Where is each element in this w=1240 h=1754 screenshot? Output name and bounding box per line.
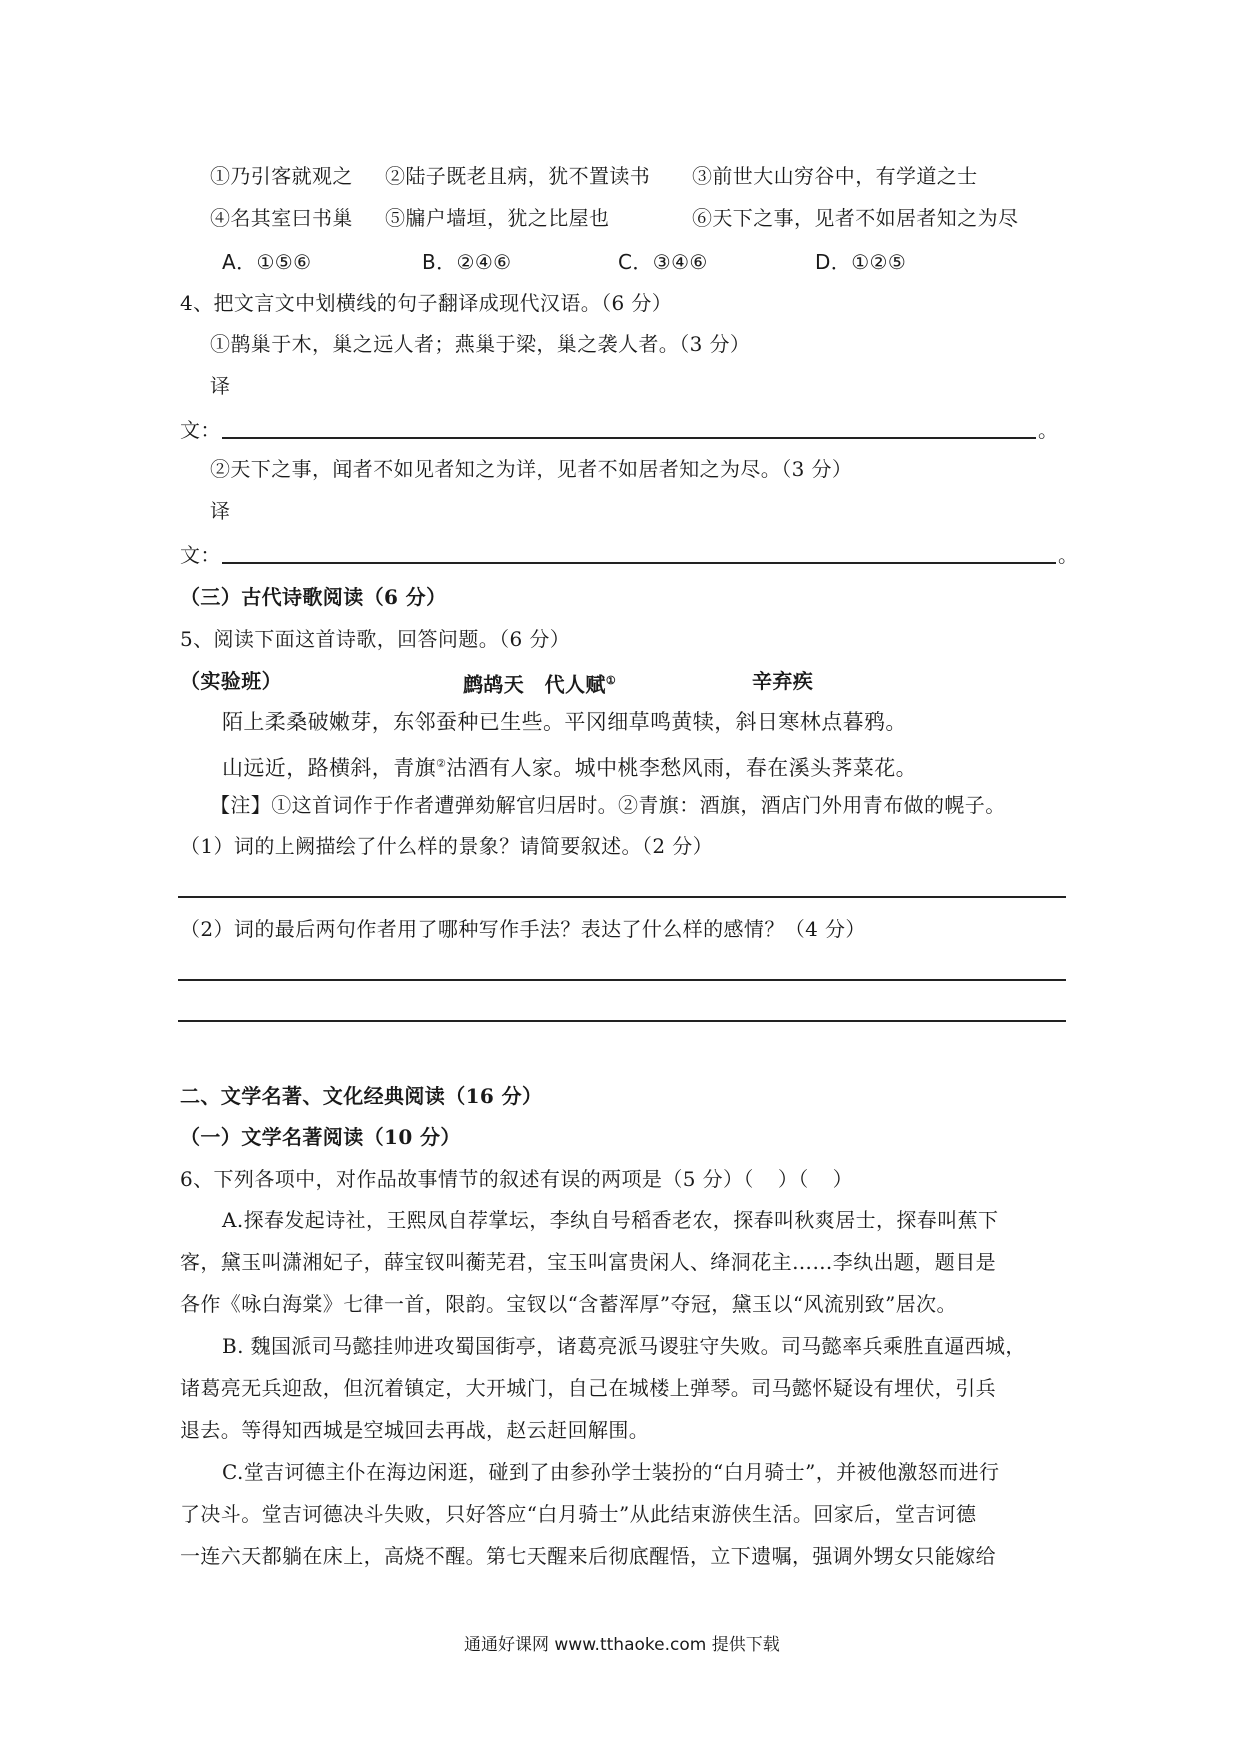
part-2-heading: 二、文学名著、文化经典阅读（16 分） [180, 1084, 543, 1108]
q3-option-d: D．①②⑤ [815, 250, 907, 274]
q4-answer-line-1 [222, 437, 1036, 439]
q3-item-4: ④名其室曰书巢 [210, 206, 353, 230]
q4-answer-line-2 [222, 562, 1056, 564]
q4-wen-1: 文： [180, 418, 221, 442]
q3-item-3: ③前世大山穷谷中，有学道之士 [692, 164, 978, 188]
class-label: （实验班） [180, 669, 282, 693]
q6-option-c-line-3: 一连六天都躺在床上，高烧不醒。第七天醒来后彻底醒悟，立下遗嘱，强调外甥女只能嫁给 [180, 1544, 996, 1568]
poem-title [463, 668, 616, 698]
q4-sentence-1: ①鹊巢于木，巢之远人者；燕巢于梁，巢之袭人者。（3 分） [210, 332, 751, 356]
poem-line-2-note-mark: ② [436, 757, 447, 770]
q6-option-a-line-2: 客，黛玉叫潇湘妃子，薛宝钗叫蘅芜君，宝玉叫富贵闲人、绛洞花主……李纨出题，题目是 [180, 1250, 996, 1274]
poem-title-text: 鹧鸪天 代人赋 [463, 672, 606, 697]
q4-yi-2: 译 [210, 499, 231, 523]
q6-option-b-line-1: B. 魏国派司马懿挂帅进攻蜀国街亭，诸葛亮派马谡驻守失败。司马懿率兵乘胜直逼西城， [222, 1334, 1026, 1358]
q3-item-6: ⑥天下之事，见者不如居者知之为尽 [692, 206, 1019, 230]
q3-item-5: ⑤牖户墙垣，犹之比屋也 [385, 206, 610, 230]
poem-line-2-b: 沽酒有人家。城中桃李愁风雨，春在溪头荠菜花。 [446, 756, 918, 780]
q5-stem: 5、阅读下面这首诗歌，回答问题。（6 分） [180, 627, 571, 651]
q6-stem [180, 1166, 853, 1192]
q6-stem-a: 6、下列各项中，对作品故事情节的叙述有误的两项是（5 分）（ [180, 1167, 754, 1191]
page-footer: 通通好课网 www.tthaoke.com 提供下载 [464, 1635, 780, 1655]
poem-note: 【注】①这首词作于作者遭弹劾解官归居时。②青旗：酒旗，酒店门外用青布做的幌子。 [210, 793, 1006, 817]
q5-sub-1: （1）词的上阙描绘了什么样的景象？请简要叙述。（2 分） [180, 834, 714, 858]
q6-stem-b: ）（ [777, 1167, 809, 1191]
q6-option-c-line-1: C.堂吉诃德主仆在海边闲逛，碰到了由参孙学士装扮的“白月骑士”，并被他激怒而进行 [222, 1460, 1000, 1484]
section-3-heading: （三）古代诗歌阅读（6 分） [180, 585, 447, 609]
q3-item-1: ①乃引客就观之 [210, 164, 353, 188]
q4-end-2: 。 [1058, 543, 1079, 567]
q6-option-a-line-1: A.探春发起诗社，王熙凤自荐掌坛，李纨自号稻香老农，探春叫秋爽居士，探春叫蕉下 [222, 1208, 999, 1232]
q6-option-c-line-2: 了决斗。堂吉诃德决斗失败，只好答应“白月骑士”从此结束游侠生活。回家后，堂吉诃德 [180, 1502, 977, 1526]
q3-option-c: C．③④⑥ [618, 250, 708, 274]
q4-stem: 4、把文言文中划横线的句子翻译成现代汉语。（6 分） [180, 291, 673, 315]
q4-end-1: 。 [1038, 418, 1059, 442]
q4-sentence-2: ②天下之事，闻者不如见者知之为详，见者不如居者知之为尽。（3 分） [210, 457, 853, 481]
q4-yi-1: 译 [210, 374, 231, 398]
q3-option-b: B．②④⑥ [422, 250, 512, 274]
q5-sub-2: （2）词的最后两句作者用了哪种写作手法？表达了什么样的感情？（4 分） [180, 917, 866, 941]
q6-option-a-line-3: 各作《咏白海棠》七律一首，限韵。宝钗以“含蓄浑厚”夺冠，黛玉以“风流别致”居次。 [180, 1292, 957, 1316]
q3-option-a: A．①⑤⑥ [222, 250, 312, 274]
poem-line-2-a: 山远近，路横斜，青旗 [222, 756, 436, 780]
poem-line-2 [222, 751, 917, 781]
q4-wen-2: 文： [180, 543, 221, 567]
q5-sub-2-answer-line-2 [178, 1020, 1066, 1022]
q3-item-2: ②陆子既老且病，犹不置读书 [385, 164, 651, 188]
q6-stem-c: ） [832, 1167, 854, 1191]
poem-title-note-mark: ① [605, 674, 617, 687]
q5-sub-1-answer-line [178, 896, 1066, 898]
poem-line-1: 陌上柔桑破嫩芽，东邻蚕种已生些。平冈细草鸣黄犊，斜日寒林点暮鸦。 [222, 710, 907, 734]
poem-author: 辛弃疾 [752, 669, 814, 693]
q6-option-b-line-3: 退去。等得知西城是空城回去再战，赵云赶回解围。 [180, 1418, 650, 1442]
part-2-subheading: （一）文学名著阅读（10 分） [180, 1125, 461, 1149]
q6-option-b-line-2: 诸葛亮无兵迎敌，但沉着镇定，大开城门，自己在城楼上弹琴。司马懿怀疑设有埋伏，引兵 [180, 1376, 996, 1400]
q5-sub-2-answer-line-1 [178, 979, 1066, 981]
